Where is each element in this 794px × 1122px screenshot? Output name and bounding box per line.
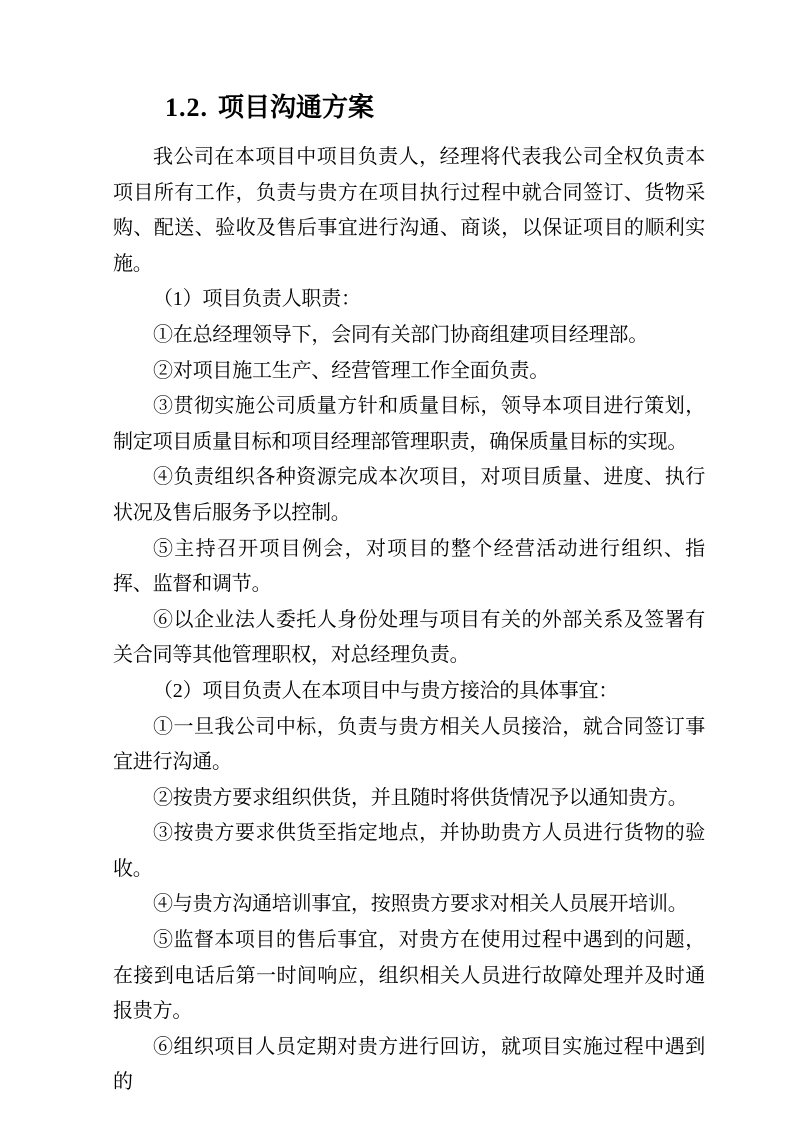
list-2-item-6: ⑥组织项目人员定期对贵方进行回访，就项目实施过程中遇到的 <box>113 1035 705 1094</box>
list-1-item-6: ⑥以企业法人委托人身份处理与项目有关的外部关系及签署有关合同等其他管理职权，对总经理负责。 <box>113 608 705 667</box>
list-1-item-4: ④负责组织各种资源完成本次项目，对项目质量、进度、执行状况及售后服务予以控制。 <box>113 466 705 524</box>
list-1-item-2: ②对项目施工生产、经营管理工作全面负责。 <box>153 359 549 382</box>
heading-text: 项目沟通方案 <box>218 93 375 122</box>
list-2-item-1: ①一旦我公司中标，负责与贵方相关人员接洽，就合同签订事宜进行沟通。 <box>113 715 705 774</box>
list-2-item-5: ⑤监督本项目的售后事宜，对贵方在使用过程中遇到的问题，在接到电话后第一时间响应，组织相关人员进行故障处理并及时通报贵方。 <box>113 929 705 1023</box>
list-1-item-1: ①在总经理领导下，会同有关部门协商组建项目经理部。 <box>153 323 648 346</box>
list-1-heading: （1）项目负责人职责： <box>153 288 361 311</box>
list-2-item-4: ④与贵方沟通培训事宜，按照贵方要求对相关人员展开培训。 <box>153 893 688 916</box>
heading-number: 1.2. <box>165 93 208 122</box>
list-2-item-2: ②按贵方要求组织供货，并且随时将供货情况予以通知贵方。 <box>153 786 688 809</box>
list-2-item-3: ③按贵方要求供货至指定地点，并协助贵方人员进行货物的验收。 <box>113 822 705 880</box>
list-1-item-5: ⑤主持召开项目例会，对项目的整个经营活动进行组织、指挥、监督和调节。 <box>113 537 705 596</box>
document-body <box>113 140 705 1101</box>
section-heading <box>113 88 705 128</box>
paragraph-intro: 我公司在本项目中项目负责人，经理将代表我公司全权负责本项目所有工作，负责与贵方在项目执行过程中就合同签订、货物采购、配送、验收及售后事宜进行沟通、商谈，以保证项目的顺利实施。 <box>113 146 705 275</box>
list-1-item-3: ③贯彻实施公司质量方针和质量目标，领导本项目进行策划，制定项目质量目标和项目经理部管理职责，确保质量目标的实现。 <box>113 395 705 453</box>
list-2-heading: （2）项目负责人在本项目中与贵方接洽的具体事宜： <box>153 679 619 702</box>
